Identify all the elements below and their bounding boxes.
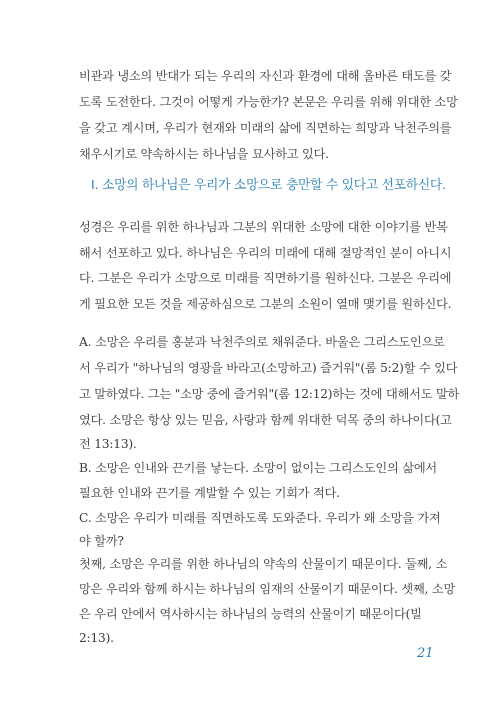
body-text-line: 서 우리가 "하나님의 영광을 바라고(소망하고) 즐거워"(롬 5:2)할 수 있다 bbox=[79, 361, 458, 375]
body-text-line: 성경은 우리를 위한 하나님과 그분의 위대한 소망에 대한 이야기를 반복 bbox=[79, 220, 448, 234]
body-text-line: 였다. 소망은 항상 있는 믿음, 사랑과 함께 위대한 덕목 중의 하나이다(고 bbox=[79, 413, 452, 427]
body-text-line: B. 소망은 인내와 끈기를 낳는다. 소망이 없이는 그리스도인의 삶에서 bbox=[79, 461, 437, 475]
body-text-line: 비관과 냉소의 반대가 되는 우리의 자신과 환경에 대해 올바른 태도를 갖 bbox=[79, 69, 452, 83]
body-text-line: A. 소망은 우리를 홍분과 낙천주의로 채워준다. 바울은 그리스도인으로 bbox=[79, 335, 445, 349]
body-text-line: 첫째, 소망은 우리를 위한 하나님의 약속의 산물이기 때문이다. 둘째, 소 bbox=[79, 557, 448, 571]
body-text-line: 망은 우리와 함께 하시는 하나님의 임재의 산물이기 때문이다. 셋째, 소망 bbox=[79, 582, 456, 596]
body-text-line: 다. 그분은 우리가 소망으로 미래를 직면하기를 원하신다. 그분은 우리에 bbox=[79, 271, 452, 285]
body-text-line: 야 할까? bbox=[79, 534, 124, 548]
body-text-line: 을 갖고 계시며, 우리가 현재와 미래의 삶에 직면하는 희망과 낙천주의를 bbox=[79, 121, 452, 135]
body-text-line: C. 소망은 우리가 미래를 직면하도록 도와준다. 우리가 왜 소망을 가져 bbox=[79, 511, 441, 525]
body-text-line: 채우시기로 약속하시는 하나님을 묘사하고 있다. bbox=[79, 147, 329, 161]
body-text-line: 도록 도전한다. 그것이 어떻게 가능한가? 본문은 우리를 위해 위대한 소망 bbox=[79, 95, 458, 109]
body-text-line: 은 우리 안에서 역사하시는 하나님의 능력의 산물이기 때문이다(빌 bbox=[79, 607, 422, 621]
body-text-line: 2:13). bbox=[79, 631, 114, 645]
body-text-line: 필요한 인내와 끈기를 계발할 수 있는 기회가 적다. bbox=[79, 486, 340, 500]
page-number: 21 bbox=[417, 646, 434, 661]
body-text-line: 게 필요한 모든 것을 제공하심으로 그분의 소원이 열매 맺기를 원하신다. bbox=[79, 297, 452, 311]
body-text-line: 고 말하였다. 그는 "소망 중에 즐거워"(롬 12:12)하는 것에 대해서도 말하 bbox=[79, 387, 460, 401]
section-heading: I. 소망의 하나님은 우리가 소망으로 충만할 수 있다고 선포하신다. bbox=[91, 178, 446, 193]
body-text-line: 해서 선포하고 있다. 하나님은 우리의 미래에 대해 절망적인 분이 아니시 bbox=[79, 246, 452, 260]
body-text-line: 전 13:13). bbox=[79, 437, 137, 451]
